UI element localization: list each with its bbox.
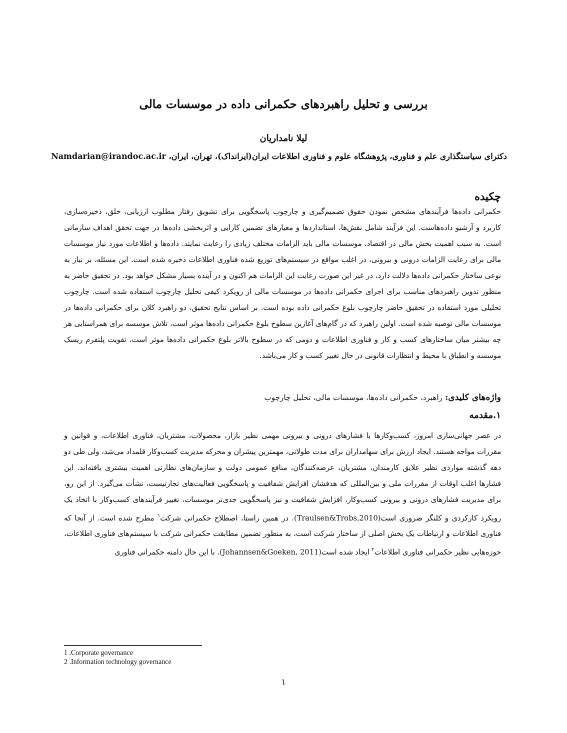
intro-text-part3: ایجاد شده است(Johannsen&Goeken, 2011). با این حال دامنه حکمرانی فناوری	[114, 547, 372, 557]
paper-title: بررسی و تحلیل راهبردهای حکمرانی داده در موسسات مالی	[139, 97, 428, 111]
footnote-mark-2: ۲	[371, 547, 375, 554]
intro-text-part2: مطرح شده است. از آنجا که فناوری اطلاعات و ارتباطات یک بخش اصلی از ساختار شرکت است، به منظور تضمین مطابقت حکمرانی شرکت با سیستم‌های فناوری اطلاعات، حوزه‌هایی نظیر حکمرانی فناوری اطلاعات	[64, 513, 501, 557]
abstract-heading: چکیده	[474, 191, 501, 203]
abstract-text: حکمرانی داده‌ها فرآیندهای مشخص نمودن حقوق تصمیم‌گیری و چارچوب پاسخگویی برای تشویق رفتار مطلوب ارزیابی، خلق، ذخیره‌سازی، کاربرد و آرشیو داده‌هاست. این فرآیند شامل نقش‌ها، استانداردها و معیارهای تضمین کارایی و اثربخشی داده‌ها در جهت تحقق اهداف سازمانی است. به سبب اهمیت بخش مالی در اقتصاد، موسسات مالی باید الزامات مختلف زیادی را رعایت نمایند. داده‌ها و اطلاعات مورد نیاز موسسات مالی برای رعایت الزامات درونی و بیرونی، در اغلب مواقع در سیستم‌های توزیع شده فناوری اطلاعات ذخیره شده است. این مسئله، بر نیاز به نوعی ساختار حکمرانی داده‌ها دلالت دارد، در غیر این صورت رعایت این الزامات هم اکنون و در آینده بسیار مشکل خواهد بود. در تحقیق حاضر به منظور تدوین راهبردهای مناسب برای اجرای حکمرانی داده‌ها در موسسات مالی از رویکرد کیفی تحلیل چارچوب استفاده شده است. چارچوب تحلیلی مورد استفاده در تحقیق حاضر چارچوب بلوغ حکمرانی داده بوده است. بر اساس نتایج تحقیق، دو راهبرد کلان برای حکمرانی داده‌ها در موسسات مالی توصیه شده است. اولین راهبرد که در گام‌های آغازین سطوح بلوغ حکمرانی داده‌ها موثر است، تلاش موسسه برای همراستایی هر چه بیشتر میان ساختارهای کسب و کار و فناوری اطلاعات و دومی که در سطوح بالاتر بلوغ حکمرانی داده‌ها موثر است، تقویت پلتفرم ریسک موسسه و انطباق با محیط و انتظارات قانونی در حال تغییر کسب و کار می‌باشد.	[64, 207, 501, 360]
footnote-divider	[64, 645, 202, 646]
page-number: ۱	[281, 678, 286, 688]
footnote-1: 1 .Corporate governance	[64, 649, 133, 657]
author-name: لیلا نامداریان	[259, 134, 308, 144]
intro-text-part1: در عصر جهانی‌سازی امروز، کسب‌وکارها با فشارهای درونی و بیرونی مهمی نظیر بازار، محصولات، مشتریان، فناوری اطلاعات، و قوانین و مقررات مواجه هستند. ایجاد ارزش برای سهامداران برای مدت طولانی، مهمترین پیشران و محرکه مدیریت کسب‌وکار قلمداد می‌شد، ولی طی دو دهه گذشته مواردی نظیر علایق کارمندان، مشتریان، عرضه‌کنندگان، منافع عمومی دولت و سازمان‌های نظارتی اهمیت بیشتری یافته‌اند. این فشارها اغلب اوقات از مقررات ملی و بین‌المللی که هدفشان افزایش شفافیت و پاسخگویی فعالیت‌های تجارتیست، نشأت می‌گیرد. از این رو، برای مدیریت فشارهای درونی و بیرونی کسب‌وکار، افزایش شفافیت و نیز پاسخگویی جدی‌تر موسسات، تغییر فرآیندهای کسب‌وکار با اتخاذ یک رویکرد کارکردی و کلنگر ضروری است(Traulsen&Trobs,2010). در همین راستا، اصطلاح حکمرانی شرکت	[64, 431, 502, 523]
footnote-2: 2 .Information technology governance	[64, 658, 172, 666]
intro-text	[64, 428, 501, 561]
author-affiliation: دکترای سیاستگذاری علم و فناوری، پژوهشگاه علوم و فناوری اطلاعات ایران(ایرانداک)، تهران، ایران، Namdarian@irandoc.ac.ir	[51, 151, 507, 161]
keywords-line	[64, 390, 501, 406]
keywords-text: راهبرد، حکمرانی داده‌ها، موسسات مالی، تحلیل چارچوب	[264, 393, 443, 402]
keywords-label: واژه‌های کلیدی:	[445, 393, 501, 403]
footnote-mark-1: ۱	[157, 513, 161, 519]
intro-heading: ۱.مقدمه	[469, 411, 501, 421]
